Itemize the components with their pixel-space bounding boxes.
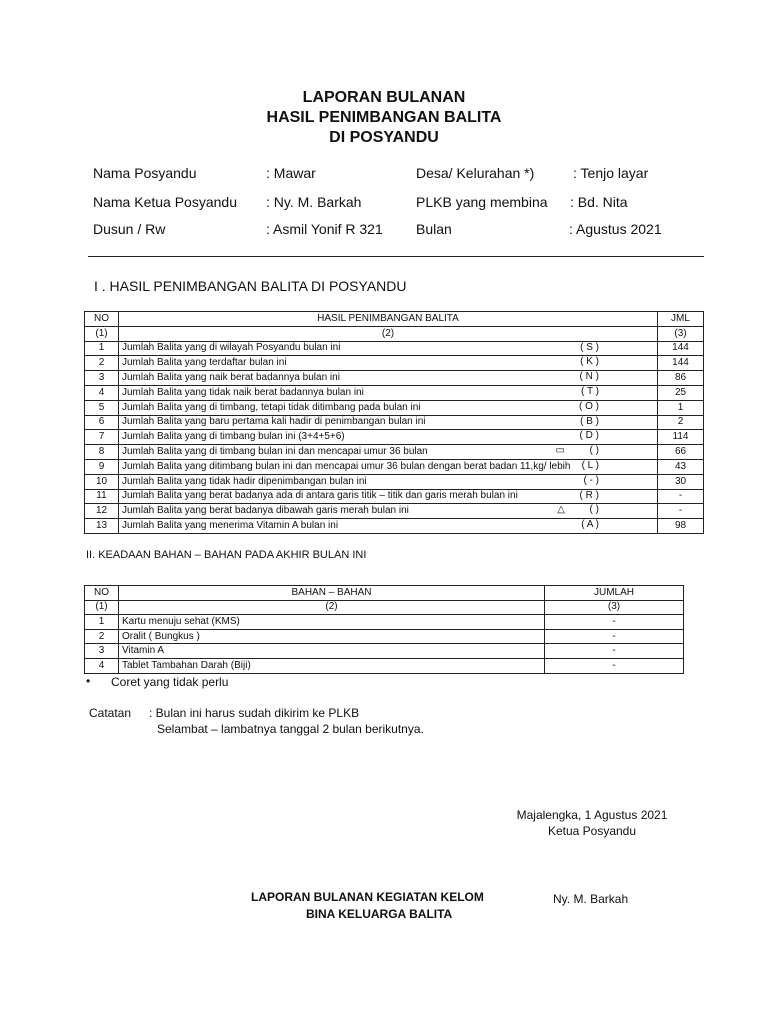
row-code: ( S ): [580, 341, 599, 353]
table-row: [85, 341, 704, 356]
ketua-value: : Ny. M. Barkah: [266, 194, 362, 210]
row-no: 2: [85, 356, 119, 371]
row-no: 3: [85, 644, 119, 659]
row-symbol-icon: ▭: [555, 445, 565, 457]
table-row: [85, 356, 704, 371]
row-desc-text: Jumlah Balita yang di timbang bulan ini (3+4+5+6): [122, 431, 345, 443]
row-code: ( K ): [580, 356, 599, 368]
header-jml: JML: [658, 312, 704, 327]
signature-role: Ketua Posyandu: [547, 824, 637, 838]
row-description: [119, 385, 658, 400]
row-no: 7: [85, 430, 119, 445]
signature-name: Ny. M. Barkah: [553, 892, 629, 906]
row-desc-text: Jumlah Balita yang di wilayah Posyandu bulan ini: [122, 342, 341, 354]
row-no: 12: [85, 504, 119, 519]
row-code: ( - ): [583, 474, 599, 486]
row-description: [119, 371, 658, 386]
header-hasil: HASIL PENIMBANGAN BALITA: [119, 312, 658, 327]
table-row: [85, 445, 704, 460]
row-desc-text: Jumlah Balita yang berat badanya ada di antara garis titik – titik dan garis merah bulan ini: [122, 490, 518, 502]
row-jumlah: -: [545, 615, 684, 630]
row-description: [119, 445, 658, 460]
row-no: 8: [85, 445, 119, 460]
row-jml: -: [658, 489, 704, 504]
subheader-3: (3): [658, 326, 704, 341]
row-description: [119, 519, 658, 534]
row-description: [119, 489, 658, 504]
materials-table: [84, 585, 684, 674]
table-header-row: [85, 312, 704, 327]
subheader-3: (3): [545, 600, 684, 615]
row-jumlah: -: [545, 658, 684, 673]
report-title-line-1: LAPORAN BULANAN: [302, 89, 466, 106]
row-desc-text: Jumlah Balita yang tidak hadir dipenimbangan bulan ini: [122, 475, 367, 487]
table-subheader-row: [85, 600, 684, 615]
row-desc-text: Jumlah Balita yang terdaftar bulan ini: [122, 357, 287, 369]
footer-title-line-2: BINA KELUARGA BALITA: [306, 907, 453, 921]
subheader-1: (1): [85, 326, 119, 341]
row-jml: 2: [658, 415, 704, 430]
row-code: ( B ): [580, 415, 599, 427]
row-jml: 144: [658, 341, 704, 356]
row-jml: 43: [658, 459, 704, 474]
nama-posyandu-label: Nama Posyandu: [93, 165, 197, 181]
row-no: 5: [85, 400, 119, 415]
row-symbol-icon: △: [557, 504, 565, 516]
ketua-label: Nama Ketua Posyandu: [93, 194, 237, 210]
table-row: [85, 415, 704, 430]
table-row: [85, 615, 684, 630]
row-code: ( A ): [581, 519, 599, 531]
bulan-label: Bulan: [416, 221, 452, 237]
row-no: 1: [85, 615, 119, 630]
row-code: ( L ): [581, 459, 599, 471]
table-row: [85, 519, 704, 534]
report-title-line-2: HASIL PENIMBANGAN BALITA: [266, 109, 502, 126]
row-code: ( O ): [579, 400, 599, 412]
row-no: 2: [85, 629, 119, 644]
row-description: [119, 341, 658, 356]
table-header-row: [85, 586, 684, 601]
row-jumlah: -: [545, 644, 684, 659]
table-row: [85, 504, 704, 519]
row-no: 6: [85, 415, 119, 430]
subheader-2: (2): [119, 600, 545, 615]
row-description: [119, 356, 658, 371]
row-code: ( N ): [579, 371, 599, 383]
row-jml: 98: [658, 519, 704, 534]
table-row: [85, 489, 704, 504]
row-code: ( ): [589, 504, 599, 516]
table-row: [85, 430, 704, 445]
section-1-title: I . HASIL PENIMBANGAN BALITA DI POSYANDU: [94, 278, 407, 294]
row-code: ( T ): [581, 385, 599, 397]
row-jml: 114: [658, 430, 704, 445]
plkb-value: : Bd. Nita: [570, 194, 628, 210]
report-title-line-3: DI POSYANDU: [329, 129, 439, 146]
table-row: [85, 385, 704, 400]
row-no: 4: [85, 658, 119, 673]
row-item: Oralit ( Bungkus ): [119, 629, 545, 644]
row-desc-text: Jumlah Balita yang tidak naik berat badannya bulan ini: [122, 386, 364, 398]
row-code: ( D ): [579, 430, 599, 442]
row-no: 3: [85, 371, 119, 386]
row-description: [119, 459, 658, 474]
header-no: NO: [85, 312, 119, 327]
table-row: [85, 459, 704, 474]
note-bullet-text: Coret yang tidak perlu: [111, 675, 229, 689]
header-jumlah: JUMLAH: [545, 586, 684, 601]
catatan-label: Catatan: [89, 706, 132, 720]
signature-place-date: Majalengka, 1 Agustus 2021: [516, 808, 668, 822]
row-jml: 86: [658, 371, 704, 386]
row-description: [119, 474, 658, 489]
row-jml: 30: [658, 474, 704, 489]
row-code: ( ): [589, 445, 599, 457]
table-subheader-row: [85, 326, 704, 341]
table-row: [85, 658, 684, 673]
section-2-title: II. KEADAAN BAHAN – BAHAN PADA AKHIR BULAN INI: [86, 549, 367, 561]
row-no: 11: [85, 489, 119, 504]
row-desc-text: Jumlah Balita yang baru pertama kali hadir di penimbangan bulan ini: [122, 416, 426, 428]
row-description: [119, 400, 658, 415]
row-jml: 144: [658, 356, 704, 371]
row-jml: 1: [658, 400, 704, 415]
row-jumlah: -: [545, 629, 684, 644]
subheader-1: (1): [85, 600, 119, 615]
nama-posyandu-value: : Mawar: [266, 165, 316, 181]
footer-title-line-1: LAPORAN BULANAN KEGIATAN KELOM: [251, 890, 484, 904]
row-desc-text: Jumlah Balita yang di timbang, tetapi tidak ditimbang pada bulan ini: [122, 401, 421, 413]
row-code: ( R ): [579, 489, 599, 501]
header-no: NO: [85, 586, 119, 601]
table-row: [85, 629, 684, 644]
plkb-label: PLKB yang membina: [416, 194, 548, 210]
row-no: 1: [85, 341, 119, 356]
catatan-line-2: Selambat – lambatnya tanggal 2 bulan berikutnya.: [157, 722, 424, 736]
row-jml: 66: [658, 445, 704, 460]
row-item: Tablet Tambahan Darah (Biji): [119, 658, 545, 673]
divider-line: [88, 256, 704, 257]
row-jml: -: [658, 504, 704, 519]
row-jml: 25: [658, 385, 704, 400]
catatan-line-1: : Bulan ini harus sudah dikirim ke PLKB: [149, 706, 360, 720]
table-row: [85, 644, 684, 659]
bullet-icon: •: [86, 674, 91, 688]
row-description: [119, 504, 658, 519]
row-desc-text: Jumlah Balita yang di timbang bulan ini dan mencapai umur 36 bulan: [122, 446, 428, 458]
header-bahan: BAHAN – BAHAN: [119, 586, 545, 601]
row-description: [119, 430, 658, 445]
desa-label: Desa/ Kelurahan *): [416, 165, 535, 181]
row-no: 10: [85, 474, 119, 489]
row-desc-text: Jumlah Balita yang menerima Vitamin A bulan ini: [122, 520, 339, 532]
desa-value: : Tenjo layar: [573, 165, 649, 181]
subheader-2: (2): [119, 326, 658, 341]
dusun-value: : Asmil Yonif R 321: [266, 221, 383, 237]
row-no: 9: [85, 459, 119, 474]
weighing-results-table: [84, 311, 704, 534]
row-item: Vitamin A: [119, 644, 545, 659]
bulan-value: : Agustus 2021: [569, 221, 662, 237]
row-desc-text: Jumlah Balita yang naik berat badannya bulan ini: [122, 372, 340, 384]
row-no: 4: [85, 385, 119, 400]
row-desc-text: Jumlah Balita yang berat badanya dibawah garis merah bulan ini: [122, 505, 409, 517]
table-row: [85, 474, 704, 489]
row-desc-text: Jumlah Balita yang ditimbang bulan ini dan mencapai umur 36 bulan dengan berat badan 11,kg/ lebih: [122, 460, 571, 472]
row-description: [119, 415, 658, 430]
row-item: Kartu menuju sehat (KMS): [119, 615, 545, 630]
row-no: 13: [85, 519, 119, 534]
table-row: [85, 400, 704, 415]
table-row: [85, 371, 704, 386]
dusun-label: Dusun / Rw: [93, 221, 166, 237]
